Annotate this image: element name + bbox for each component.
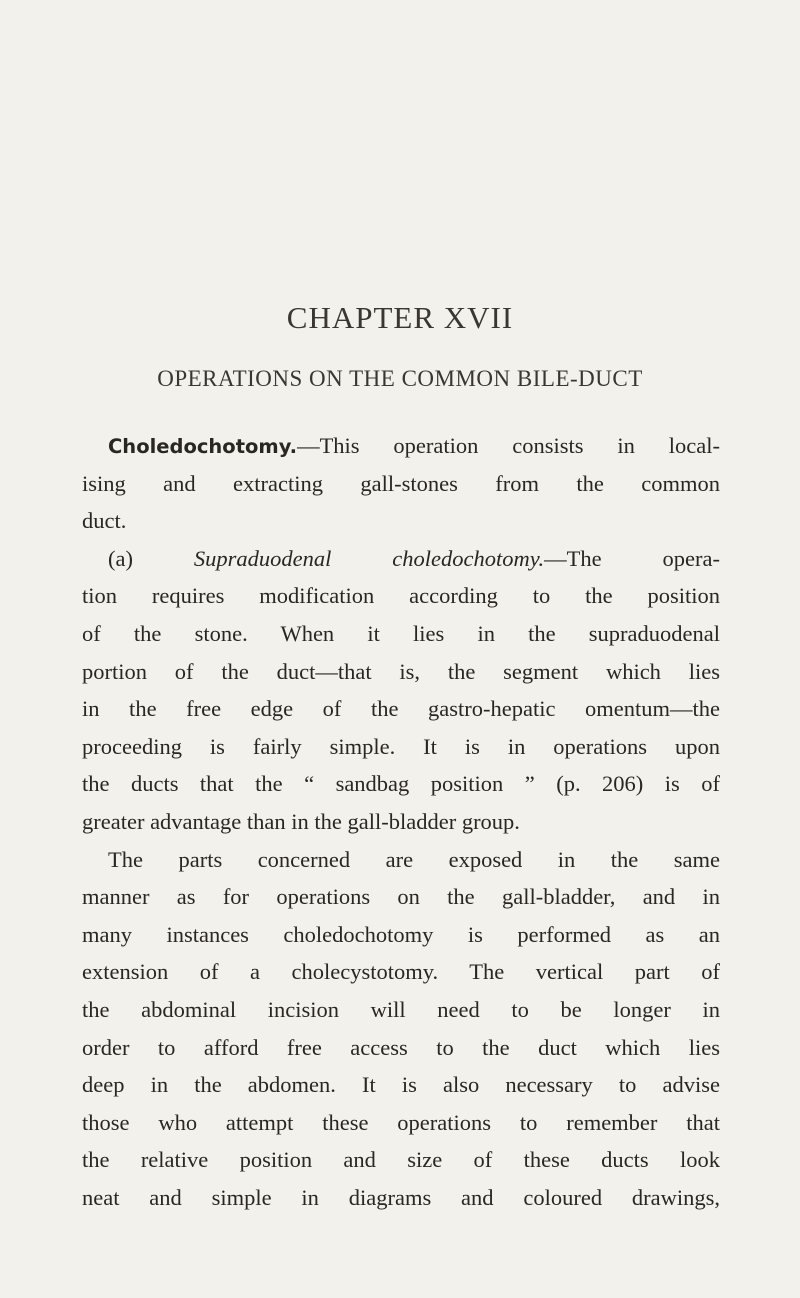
text-line: proceeding is fairly simple. It is in operations upon	[82, 733, 720, 759]
text-line: of the stone. When it lies in the supraduodenal	[82, 620, 720, 646]
text-line: the abdominal incision will need to be longer in	[82, 996, 720, 1022]
text-line: duct.	[82, 508, 127, 534]
text-line: (a) Supraduodenal choledochotomy.—The opera-	[108, 545, 720, 571]
chapter-heading: CHAPTER XVII	[286, 300, 514, 335]
text-line: many instances choledochotomy is performed as an	[82, 921, 720, 947]
text-line: portion of the duct—that is, the segment which lies	[82, 658, 720, 684]
chapter-title: OPERATIONS ON THE COMMON BILE-DUCT	[157, 366, 643, 391]
italic-heading: Supraduodenal choledochotomy.	[193, 545, 545, 571]
text-line: manner as for operations on the gall-bladder, and in	[82, 884, 720, 910]
text-line: neat and simple in diagrams and coloured drawings,	[82, 1184, 720, 1210]
run-in-heading: Choledochotomy.	[108, 435, 298, 458]
text-line: greater advantage than in the gall-bladder group.	[82, 808, 520, 834]
text-line: the relative position and size of these ducts look	[82, 1147, 720, 1173]
text-line: extension of a cholecystotomy. The vertical part of	[82, 959, 720, 985]
text-line: the ducts that the “ sandbag position ” (p. 206) is of	[82, 771, 720, 797]
text-line: deep in the abdomen. It is also necessary to advise	[82, 1072, 720, 1098]
text-line: tion requires modification according to the position	[82, 583, 720, 609]
body-text	[82, 427, 720, 1216]
text-line: ising and extracting gall-stones from the common	[82, 470, 720, 496]
text-line: those who attempt these operations to remember that	[82, 1109, 720, 1135]
text-line: in the free edge of the gastro-hepatic omentum—the	[82, 696, 720, 722]
text-line: The parts concerned are exposed in the same	[108, 846, 720, 872]
text-line: order to afford free access to the duct which lies	[82, 1034, 720, 1060]
text-line: Choledochotomy.—This operation consists in local-	[108, 433, 720, 458]
